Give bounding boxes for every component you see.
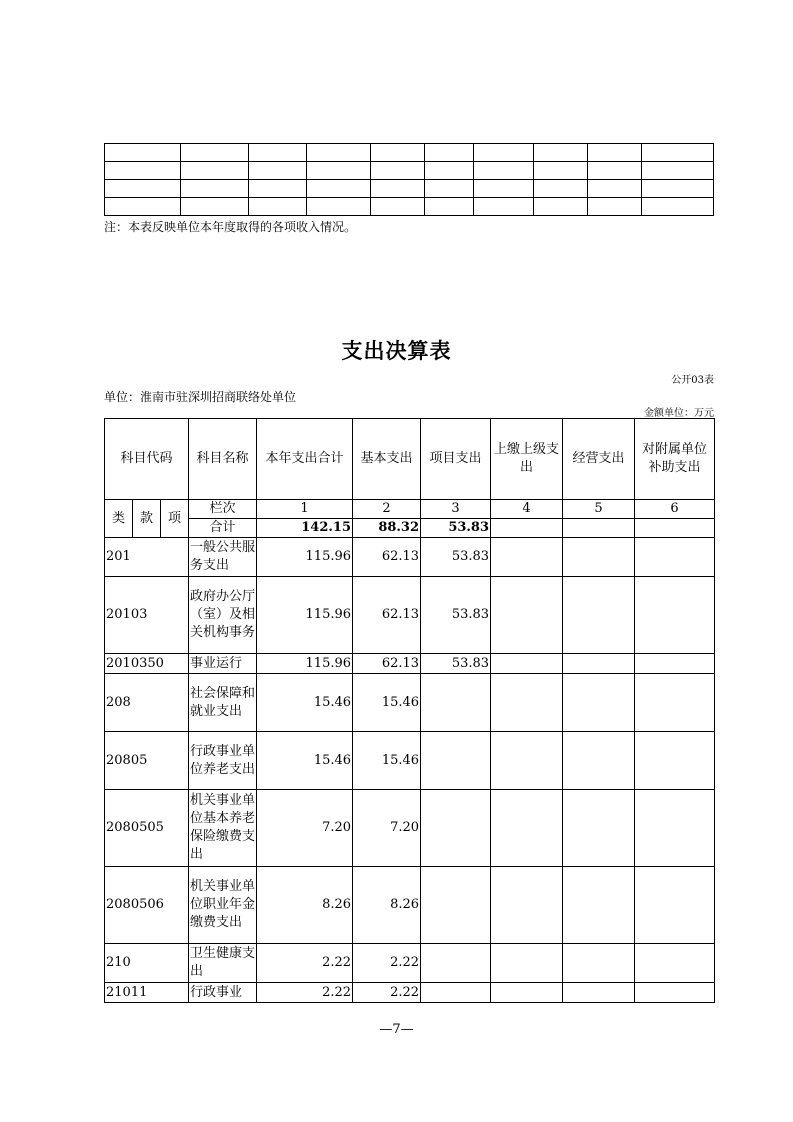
empty-cell xyxy=(534,144,588,162)
table-row xyxy=(105,867,715,944)
expenditure-table xyxy=(104,418,715,1003)
unit-name: 淮南市驻深圳招商联络处单位 xyxy=(140,390,297,404)
cell-upper xyxy=(491,577,563,654)
header-kuan: 款 xyxy=(133,500,161,538)
empty-cell xyxy=(180,180,248,198)
empty-cell xyxy=(642,198,714,216)
empty-cell xyxy=(588,180,642,198)
table-row xyxy=(105,983,715,1003)
cell-upper xyxy=(491,732,563,790)
subject-code: 208 xyxy=(105,674,189,732)
empty-cell xyxy=(105,144,181,162)
cell-upper xyxy=(491,944,563,983)
subject-code: 21011 xyxy=(105,983,189,1003)
table-note: 注：本表反映单位本年度取得的各项收入情况。 xyxy=(104,220,357,234)
cell-business xyxy=(563,944,635,983)
subject-name: 机关事业单位职业年金缴费支出 xyxy=(189,867,257,944)
empty-cell xyxy=(474,198,534,216)
empty-cell xyxy=(306,162,370,180)
empty-cell xyxy=(180,162,248,180)
col-num-2: 2 xyxy=(353,500,421,519)
empty-row xyxy=(105,198,714,216)
cell-basic: 8.26 xyxy=(353,867,421,944)
table-row xyxy=(105,538,715,577)
empty-cell xyxy=(370,162,425,180)
empty-cell xyxy=(105,180,181,198)
empty-cell xyxy=(642,162,714,180)
cell-upper xyxy=(491,867,563,944)
empty-cell xyxy=(248,198,306,216)
cell-business xyxy=(563,577,635,654)
cell-total: 115.96 xyxy=(257,538,353,577)
cell-project xyxy=(421,790,491,867)
cell-total: 115.96 xyxy=(257,654,353,674)
cell-business xyxy=(563,538,635,577)
header-basic: 基本支出 xyxy=(353,419,421,500)
total-row xyxy=(105,519,715,538)
empty-cell xyxy=(370,180,425,198)
unit-label: 单位： xyxy=(104,390,141,404)
empty-cell xyxy=(248,144,306,162)
cell-business xyxy=(563,674,635,732)
cell-affiliated xyxy=(635,983,715,1003)
empty-cell xyxy=(105,198,181,216)
empty-cell xyxy=(248,180,306,198)
col-num-1: 1 xyxy=(257,500,353,519)
cell-project xyxy=(421,674,491,732)
empty-cell xyxy=(534,198,588,216)
col-num-6: 6 xyxy=(635,500,715,519)
table-row xyxy=(105,654,715,674)
cell-total: 115.96 xyxy=(257,577,353,654)
cell-affiliated xyxy=(635,654,715,674)
empty-cell xyxy=(306,144,370,162)
cell-affiliated xyxy=(635,674,715,732)
cell-total: 8.26 xyxy=(257,867,353,944)
page-number: —7— xyxy=(379,1022,414,1037)
total-label: 合计 xyxy=(189,519,257,538)
cell-total: 15.46 xyxy=(257,674,353,732)
cell-project xyxy=(421,732,491,790)
cell-basic: 15.46 xyxy=(353,674,421,732)
empty-cell xyxy=(425,180,474,198)
empty-row xyxy=(105,162,714,180)
cell-affiliated xyxy=(635,538,715,577)
header-subject-name: 科目名称 xyxy=(189,419,257,500)
cell-affiliated xyxy=(635,944,715,983)
subject-code: 20805 xyxy=(105,732,189,790)
cell-basic: 62.13 xyxy=(353,577,421,654)
table-row xyxy=(105,790,715,867)
cell-total: 2.22 xyxy=(257,944,353,983)
cell-basic: 7.20 xyxy=(353,790,421,867)
empty-cell xyxy=(105,162,181,180)
header-total: 本年支出合计 xyxy=(257,419,353,500)
subject-name: 社会保障和就业支出 xyxy=(189,674,257,732)
col-num-5: 5 xyxy=(563,500,635,519)
empty-cell xyxy=(180,198,248,216)
subject-name: 机关事业单位基本养老保险缴费支出 xyxy=(189,790,257,867)
header-affiliated: 对附属单位补助支出 xyxy=(635,419,715,500)
cell-upper xyxy=(491,983,563,1003)
header-lei: 类 xyxy=(105,500,133,538)
empty-cell xyxy=(425,198,474,216)
cell-upper xyxy=(491,674,563,732)
empty-cell xyxy=(425,162,474,180)
cell-upper xyxy=(491,654,563,674)
cell-project xyxy=(421,983,491,1003)
subject-name: 一般公共服务支出 xyxy=(189,538,257,577)
cell-business xyxy=(563,790,635,867)
empty-cell xyxy=(306,180,370,198)
cell-total: 2.22 xyxy=(257,983,353,1003)
cell-project: 53.83 xyxy=(421,654,491,674)
cell-affiliated xyxy=(635,577,715,654)
empty-cell xyxy=(370,198,425,216)
table-row xyxy=(105,577,715,654)
empty-cell xyxy=(248,162,306,180)
cell-upper xyxy=(491,538,563,577)
cell-basic: 2.22 xyxy=(353,983,421,1003)
total-total: 142.15 xyxy=(257,519,353,538)
subject-code: 2080505 xyxy=(105,790,189,867)
cell-affiliated xyxy=(635,790,715,867)
unit-line xyxy=(104,388,296,405)
cell-business xyxy=(563,732,635,790)
subject-name: 行政事业 xyxy=(189,983,257,1003)
empty-cell xyxy=(306,198,370,216)
empty-row xyxy=(105,180,714,198)
subject-code: 201 xyxy=(105,538,189,577)
table-row xyxy=(105,944,715,983)
cell-basic: 62.13 xyxy=(353,538,421,577)
subject-code: 2010350 xyxy=(105,654,189,674)
subject-name: 政府办公厅（室）及相关机构事务 xyxy=(189,577,257,654)
empty-cell xyxy=(370,144,425,162)
cell-project xyxy=(421,944,491,983)
header-row xyxy=(105,419,715,500)
empty-cell xyxy=(534,162,588,180)
cell-affiliated xyxy=(635,867,715,944)
empty-cell xyxy=(588,198,642,216)
header-upper: 上缴上级支出 xyxy=(491,419,563,500)
total-project: 53.83 xyxy=(421,519,491,538)
total-affiliated xyxy=(635,519,715,538)
table-row xyxy=(105,674,715,732)
header-subject-code: 科目代码 xyxy=(105,419,189,500)
empty-cell xyxy=(474,180,534,198)
col-num-3: 3 xyxy=(421,500,491,519)
cell-project: 53.83 xyxy=(421,577,491,654)
header-business: 经营支出 xyxy=(563,419,635,500)
form-number: 公开03表 xyxy=(671,375,714,386)
page-title: 支出决算表 xyxy=(341,339,452,363)
cell-business xyxy=(563,983,635,1003)
empty-cell xyxy=(180,144,248,162)
cell-project: 53.83 xyxy=(421,538,491,577)
header-column-label: 栏次 xyxy=(189,500,257,519)
cell-total: 15.46 xyxy=(257,732,353,790)
empty-cell xyxy=(534,180,588,198)
subject-code: 2080506 xyxy=(105,867,189,944)
total-upper xyxy=(491,519,563,538)
cell-business xyxy=(563,654,635,674)
amount-unit: 金额单位：万元 xyxy=(644,408,714,419)
cell-basic: 2.22 xyxy=(353,944,421,983)
column-number-row xyxy=(105,500,715,519)
total-business xyxy=(563,519,635,538)
header-project: 项目支出 xyxy=(421,419,491,500)
empty-cell xyxy=(425,144,474,162)
cell-basic: 15.46 xyxy=(353,732,421,790)
cell-basic: 62.13 xyxy=(353,654,421,674)
cell-business xyxy=(563,867,635,944)
subject-code: 210 xyxy=(105,944,189,983)
cell-total: 7.20 xyxy=(257,790,353,867)
empty-cell xyxy=(474,144,534,162)
empty-cell xyxy=(588,162,642,180)
empty-cell xyxy=(642,180,714,198)
cell-project xyxy=(421,867,491,944)
col-num-4: 4 xyxy=(491,500,563,519)
empty-cell xyxy=(474,162,534,180)
cell-affiliated xyxy=(635,732,715,790)
subject-code: 20103 xyxy=(105,577,189,654)
cell-upper xyxy=(491,790,563,867)
subject-name: 行政事业单位养老支出 xyxy=(189,732,257,790)
empty-cell xyxy=(642,144,714,162)
subject-name: 事业运行 xyxy=(189,654,257,674)
table-row xyxy=(105,732,715,790)
previous-table-tail xyxy=(104,143,714,216)
empty-cell xyxy=(588,144,642,162)
empty-row xyxy=(105,144,714,162)
header-xiang: 项 xyxy=(161,500,189,538)
subject-name: 卫生健康支出 xyxy=(189,944,257,983)
total-basic: 88.32 xyxy=(353,519,421,538)
